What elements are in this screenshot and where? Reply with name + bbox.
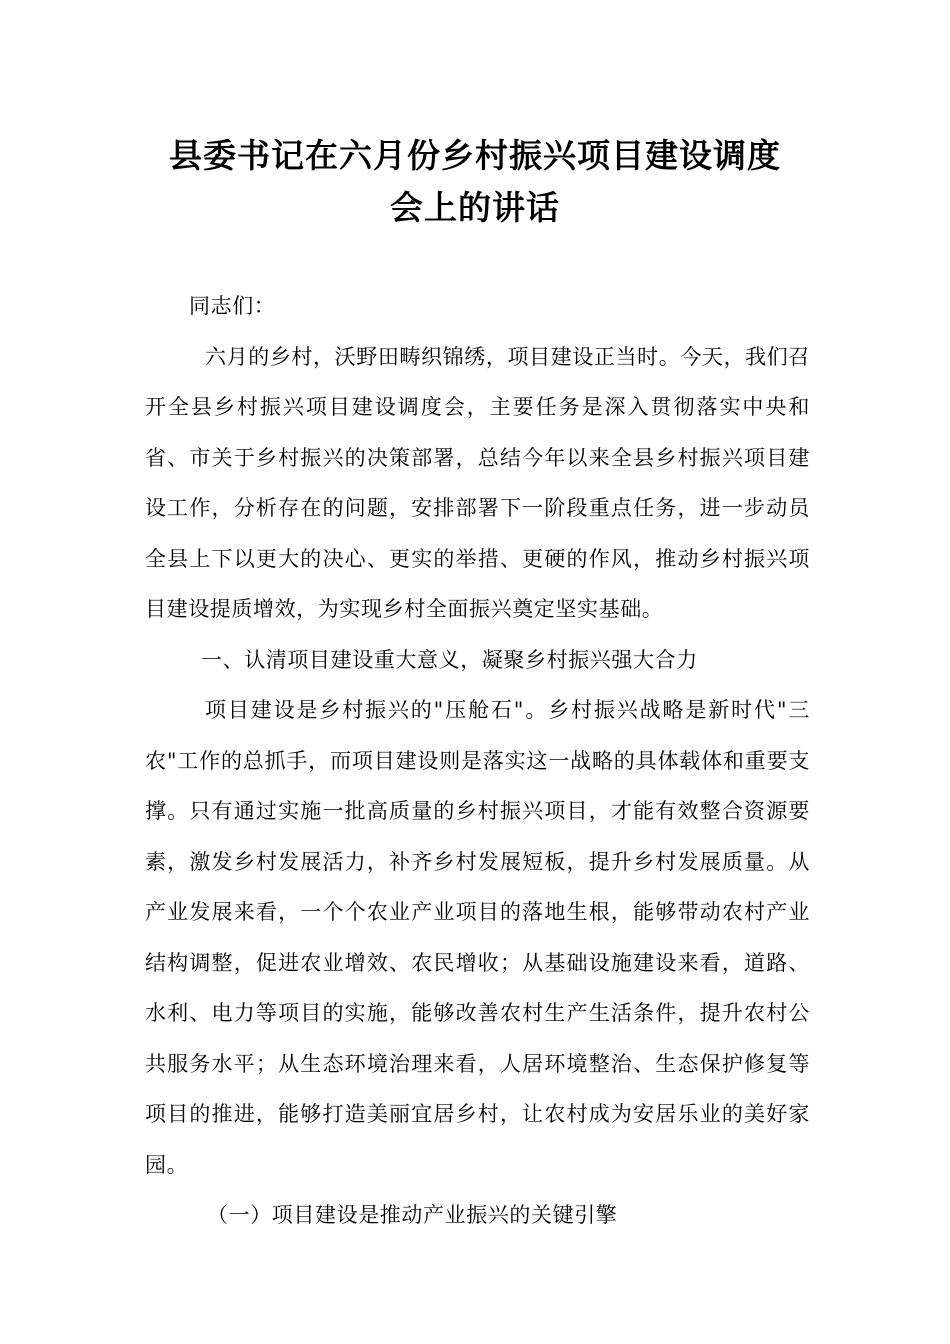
title-line-1: 县委书记在六月份乡村振兴项目建设调度 xyxy=(169,136,781,175)
paragraph-significance: 项目建设是乡村振兴的"压舱石"。乡村振兴战略是新时代"三农"工作的总抓手，而项目建设则是落实这一战略的具体载体和重要支撑。只有通过实施一批高质量的乡村振兴项目，才能有效整合资源要素，激发乡村发展活力，补齐乡村发展短板，提升乡村发展质量。从产业发展来看，一个个农业产业项目的落地生根，能够带动农村产业结构调整，促进农业增效、农民增收；从基础设施建设来看，道路、水利、电力等项目的实施，能够改善农村生产生活条件，提升农村公共服务水平；从生态环境治理来看，人居环境整治、生态保护修复等项目的推进，能够打造美丽宜居乡村，让农村成为安居乐业的美好家园。 xyxy=(145,698,810,1177)
document-title xyxy=(120,130,830,234)
title-line-2: 会上的讲话 xyxy=(390,188,560,227)
paragraph-intro: 六月的乡村，沃野田畴织锦绣，项目建设正当时。今天，我们召开全县乡村振兴项目建设调度会，主要任务是深入贯彻落实中央和省、市关于乡村振兴的决策部署，总结今年以来全县乡村振兴项目建设工作，分析存在的问题，安排部署下一阶段重点任务，进一步动员全县上下以更大的决心、更实的举措、更硬的作风，推动乡村振兴项目建设提质增效，为实现乡村全面振兴奠定坚实基础。 xyxy=(145,344,810,621)
subsection-heading: （一）项目建设是推动产业振兴的关键引擎 xyxy=(207,1203,618,1227)
salutation: 同志们： xyxy=(189,294,276,318)
document-body xyxy=(145,281,810,1241)
section-heading: 一、认清项目建设重大意义，凝聚乡村振兴强大合力 xyxy=(201,647,698,672)
